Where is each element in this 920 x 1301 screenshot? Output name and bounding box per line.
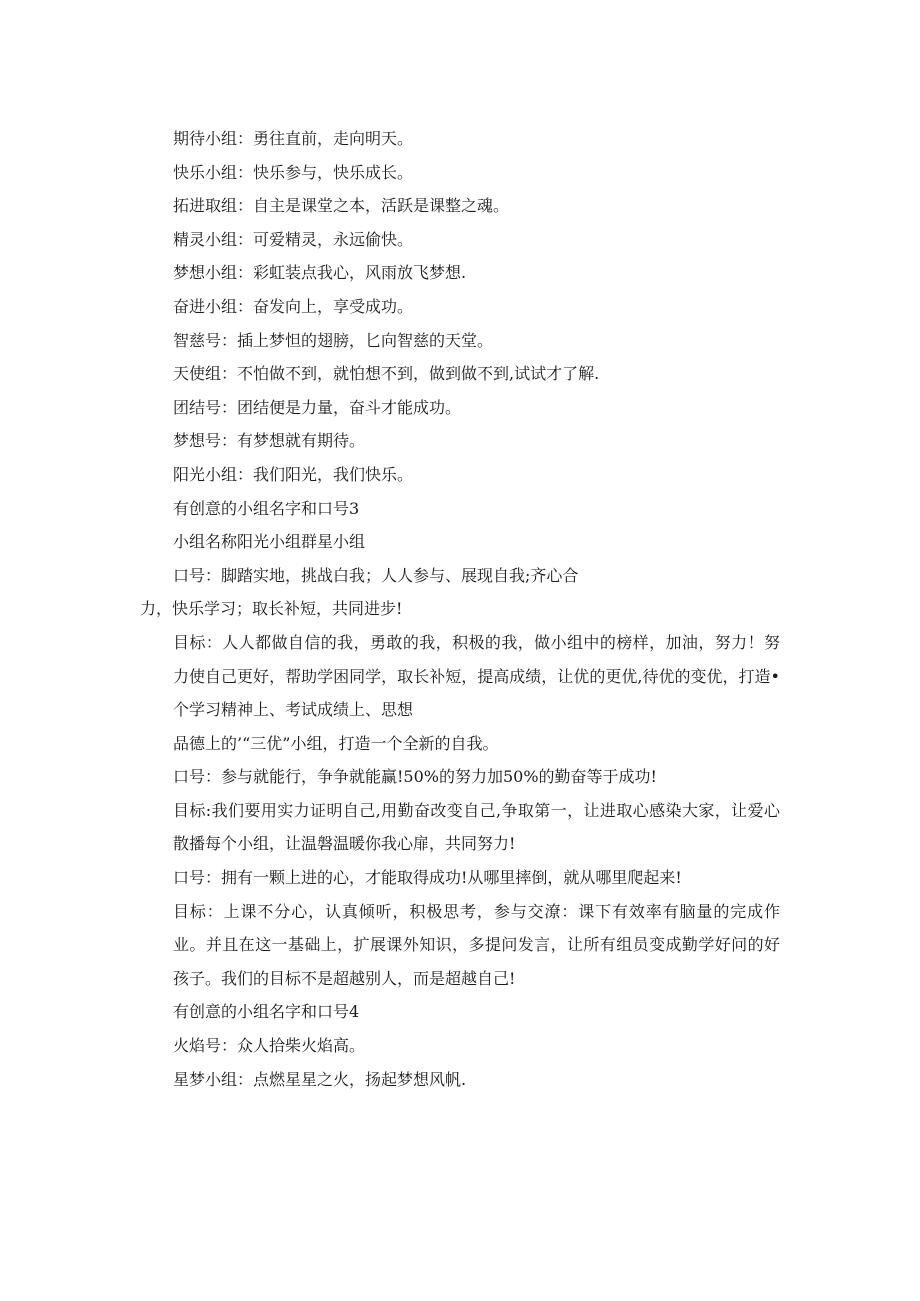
paragraph-slogan-1: 口号：脚踏实地，挑战白我；人人参与、展现自我;齐心合 (173, 565, 579, 585)
paragraph-group-names: 小组名称阳光小组群星小组 (173, 532, 366, 552)
paragraph-group-jingling: 精灵小组：可爱精灵，永远偷快。 (173, 229, 414, 249)
paragraph-goal-1: 目标：人人都做自信的我，勇敢的我，积极的我，做小组中的榜样，加油，努力！努力使自己更好，帮助学困同学，取长补短，提高成绩，让优的更优,待优的变优，打造•个学习精神上、考试成绩上、思想 (173, 632, 780, 720)
paragraph-group-yangguang: 阳光小组：我们阳光，我们快乐。 (173, 464, 414, 484)
paragraph-group-huoyan: 火焰号：众人拾柴火焰高。 (173, 1036, 366, 1056)
paragraph-group-tuanjie: 团结号：团结便是力量，奋斗才能成功。 (173, 397, 462, 417)
paragraph-slogan-2: 口号：参与就能行，争争就能赢!50%的努力加50%的勤奋等于成功! (173, 767, 657, 787)
paragraph-group-qidai: 期待小组：勇往直前，走向明天。 (173, 129, 414, 148)
section-heading-4: 有创意的小组名字和口号4 (173, 1002, 360, 1022)
paragraph-group-tuojin: 拓进取组：自主是课堂之本，活跃是课整之魂。 (173, 196, 510, 216)
paragraph-slogan-3: 口号：拥有一颗上进的心，才能取得成功!从哪里摔倒，就从哪里爬起来! (173, 868, 682, 888)
paragraph-group-tianshi: 天使组：不怕做不到，就怕想不到，做到做不到,试试才了解. (173, 364, 600, 384)
document-body (140, 122, 780, 1096)
paragraph-group-fenjin: 奋进小组：奋发向上，享受成功。 (173, 296, 414, 316)
paragraph-goal-3: 目标：上课不分心，认真倾听，积极思考，参与交潦：课下有效率有脑量的完成作业。并且在这一基础上，扩展课外知识，多提问发言，让所有组员变成勤学好问的好孩子。我们的目标不是超越别人，而是超越自己! (173, 901, 780, 988)
paragraph-group-zhici: 智慈号：插上梦怛的翅膀，匕向智慈的天堂。 (173, 330, 494, 350)
paragraph-group-kuaile: 快乐小组：快乐参与，快乐成长。 (173, 162, 414, 182)
paragraph-goal-1-cont: 品德上的’“三优”小组，打造一个全新的自我。 (173, 733, 499, 753)
paragraph-slogan-1-cont: 力，快乐学习；取长补短，共同进步! (140, 599, 403, 619)
paragraph-group-mengxianghao: 梦想号：有梦想就有期待。 (173, 431, 366, 451)
paragraph-group-xingmeng: 星梦小组：点燃星星之火，扬起梦想风帆. (173, 1069, 467, 1089)
paragraph-goal-2: 目标:我们要用实力证明自己,用勤奋改变自己,争取第一，让进取心感染大家，让爱心散播每个小组，让温磐温暖你我心扉，共同努力! (173, 800, 780, 854)
section-heading-3: 有创意的小组名字和口号3 (173, 498, 360, 518)
paragraph-group-mengxiang: 梦想小组：彩虹装点我心，风雨放飞梦想. (173, 263, 467, 283)
